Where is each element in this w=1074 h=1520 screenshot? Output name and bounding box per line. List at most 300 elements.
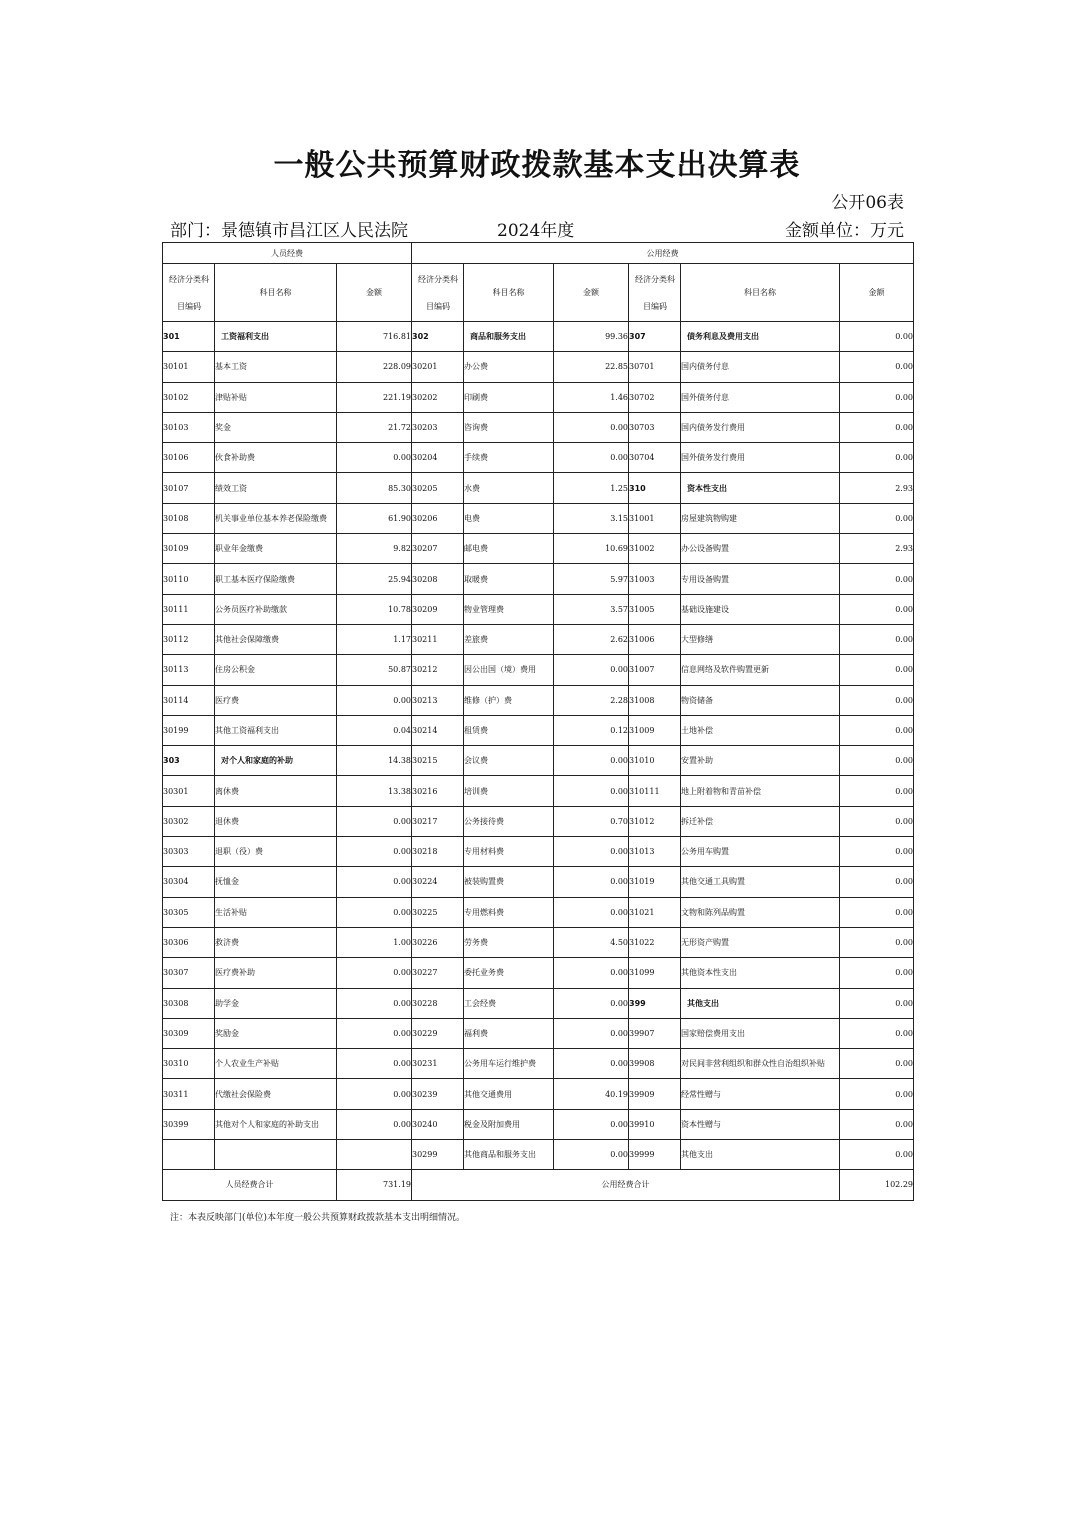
amount-cell: 0.00 (840, 837, 914, 867)
code-cell: 30114 (163, 685, 215, 715)
name-cell: 工会经费 (464, 988, 554, 1018)
table-row (163, 594, 914, 624)
amount-cell: 2.93 (840, 473, 914, 503)
code-cell: 30307 (163, 958, 215, 988)
code-cell: 30240 (412, 1109, 464, 1139)
name-cell: 工资福利支出 (215, 322, 337, 352)
name-cell: 机关事业单位基本养老保险缴费 (215, 503, 337, 533)
name-cell: 资本性支出 (681, 473, 840, 503)
name-cell: 维修（护）费 (464, 685, 554, 715)
amount-cell: 0.00 (840, 988, 914, 1018)
name-cell: 会议费 (464, 746, 554, 776)
amount-cell: 21.72 (337, 412, 412, 442)
amount-cell: 0.00 (337, 685, 412, 715)
amount-cell: 10.78 (337, 594, 412, 624)
name-cell: 经常性赠与 (681, 1079, 840, 1109)
code-cell: 30206 (412, 503, 464, 533)
code-cell: 30106 (163, 443, 215, 473)
amount-cell: 25.94 (337, 564, 412, 594)
name-cell: 国内债务付息 (681, 352, 840, 382)
name-cell: 福利费 (464, 1018, 554, 1048)
name-cell: 水费 (464, 473, 554, 503)
amount-cell: 85.30 (337, 473, 412, 503)
amount-cell: 10.69 (554, 534, 629, 564)
code-cell: 30310 (163, 1049, 215, 1079)
personnel-total-label: 人员经费合计 (163, 1170, 337, 1200)
name-cell: 取暖费 (464, 564, 554, 594)
amount-cell: 0.00 (337, 897, 412, 927)
table-row (163, 746, 914, 776)
code-cell: 30704 (629, 443, 681, 473)
code-cell: 31012 (629, 806, 681, 836)
amount-cell: 0.00 (337, 988, 412, 1018)
table-row (163, 1079, 914, 1109)
table-row (163, 1109, 914, 1139)
name-cell: 地上附着物和青苗补偿 (681, 776, 840, 806)
table-row (163, 382, 914, 412)
code-cell: 30101 (163, 352, 215, 382)
name-cell: 医疗费补助 (215, 958, 337, 988)
amount-cell: 0.00 (840, 776, 914, 806)
name-cell: 绩效工资 (215, 473, 337, 503)
table-row (163, 624, 914, 654)
code-cell: 30231 (412, 1049, 464, 1079)
table-row (163, 1140, 914, 1170)
amount-cell: 0.00 (840, 352, 914, 382)
amount-cell: 0.00 (554, 655, 629, 685)
table-row (163, 776, 914, 806)
code-cell: 30215 (412, 746, 464, 776)
code-cell: 30211 (412, 624, 464, 654)
amount-cell: 0.00 (554, 1109, 629, 1139)
amount-cell: 0.00 (554, 1049, 629, 1079)
code-cell: 30204 (412, 443, 464, 473)
name-cell: 公务用车购置 (681, 837, 840, 867)
name-cell: 个人农业生产补贴 (215, 1049, 337, 1079)
name-cell: 助学金 (215, 988, 337, 1018)
amount-cell: 0.00 (840, 655, 914, 685)
amount-cell: 22.85 (554, 352, 629, 382)
public-group-header: 公用经费 (412, 243, 914, 264)
name-cell: 债务利息及费用支出 (681, 322, 840, 352)
table-row (163, 927, 914, 957)
expenditure-table (162, 242, 914, 1201)
code-cell: 30103 (163, 412, 215, 442)
amount-cell: 1.25 (554, 473, 629, 503)
table-row (163, 685, 914, 715)
department-label: 部门：景德镇市昌江区人民法院 (170, 221, 408, 241)
name-cell: 其他资本性支出 (681, 958, 840, 988)
name-cell: 医疗费 (215, 685, 337, 715)
code-cell: 31009 (629, 715, 681, 745)
code-cell: 30306 (163, 927, 215, 957)
code-cell: 303 (163, 746, 215, 776)
code-header: 经济分类科 目编码 (412, 264, 464, 322)
name-cell: 国内债务发行费用 (681, 412, 840, 442)
table-row (163, 1018, 914, 1048)
name-cell: 邮电费 (464, 534, 554, 564)
table-row (163, 988, 914, 1018)
amount-cell: 0.00 (840, 1018, 914, 1048)
name-cell: 生活补贴 (215, 897, 337, 927)
amount-cell: 0.00 (337, 443, 412, 473)
amount-cell: 0.00 (840, 685, 914, 715)
amount-cell: 0.00 (840, 1109, 914, 1139)
amount-cell: 0.00 (840, 443, 914, 473)
name-cell: 文物和陈列品购置 (681, 897, 840, 927)
name-cell: 租赁费 (464, 715, 554, 745)
amount-cell: 0.00 (337, 837, 412, 867)
code-cell: 30111 (163, 594, 215, 624)
name-cell: 被装购置费 (464, 867, 554, 897)
code-cell: 302 (412, 322, 464, 352)
page-title: 一般公共预算财政拨款基本支出决算表 (273, 148, 801, 183)
code-cell: 301 (163, 322, 215, 352)
amount-cell: 0.00 (840, 958, 914, 988)
amount-cell: 0.00 (554, 746, 629, 776)
code-cell: 30226 (412, 927, 464, 957)
footnote: 注：本表反映部门(单位)本年度一般公共预算财政拨款基本支出明细情况。 (170, 1213, 466, 1223)
amount-cell: 0.00 (554, 412, 629, 442)
name-cell: 培训费 (464, 776, 554, 806)
name-cell: 国家赔偿费用支出 (681, 1018, 840, 1048)
name-cell: 专用燃料费 (464, 897, 554, 927)
personnel-group-header: 人员经费 (163, 243, 412, 264)
amount-cell: 0.00 (337, 806, 412, 836)
name-cell: 手续费 (464, 443, 554, 473)
amount-cell: 2.93 (840, 534, 914, 564)
code-header: 经济分类科 目编码 (629, 264, 681, 322)
amount-cell: 0.00 (337, 1079, 412, 1109)
code-cell: 39909 (629, 1079, 681, 1109)
code-cell: 30305 (163, 897, 215, 927)
amount-cell: 0.00 (554, 837, 629, 867)
code-cell: 30703 (629, 412, 681, 442)
code-cell: 31019 (629, 867, 681, 897)
code-cell: 30202 (412, 382, 464, 412)
code-cell: 30216 (412, 776, 464, 806)
table-row (163, 564, 914, 594)
code-cell: 30304 (163, 867, 215, 897)
amount-cell: 1.17 (337, 624, 412, 654)
amount-cell: 4.50 (554, 927, 629, 957)
code-cell: 31006 (629, 624, 681, 654)
amount-cell: 0.00 (840, 867, 914, 897)
name-cell: 无形资产购置 (681, 927, 840, 957)
amount-cell: 50.87 (337, 655, 412, 685)
amount-cell: 0.00 (554, 1018, 629, 1048)
code-cell: 30113 (163, 655, 215, 685)
table-row (163, 958, 914, 988)
code-cell: 39910 (629, 1109, 681, 1139)
code-cell: 31022 (629, 927, 681, 957)
code-cell: 30224 (412, 867, 464, 897)
code-cell: 30102 (163, 382, 215, 412)
code-cell: 31001 (629, 503, 681, 533)
amount-cell: 716.81 (337, 322, 412, 352)
code-cell: 31005 (629, 594, 681, 624)
amount-cell: 0.00 (840, 322, 914, 352)
name-cell: 印刷费 (464, 382, 554, 412)
code-cell: 31002 (629, 534, 681, 564)
amount-unit: 金额单位：万元 (785, 221, 904, 241)
code-cell: 30107 (163, 473, 215, 503)
name-cell: 其他交通费用 (464, 1079, 554, 1109)
code-cell: 39908 (629, 1049, 681, 1079)
name-cell: 电费 (464, 503, 554, 533)
amount-cell: 3.57 (554, 594, 629, 624)
fiscal-year: 2024年度 (497, 221, 575, 241)
name-cell: 拆迁补偿 (681, 806, 840, 836)
code-cell: 30208 (412, 564, 464, 594)
name-cell: 国外债务发行费用 (681, 443, 840, 473)
table-row (163, 473, 914, 503)
amount-cell: 61.90 (337, 503, 412, 533)
name-cell: 公务用车运行维护费 (464, 1049, 554, 1079)
name-cell: 专用材料费 (464, 837, 554, 867)
amount-cell: 3.15 (554, 503, 629, 533)
amount-cell: 0.00 (840, 624, 914, 654)
amount-cell: 0.00 (840, 715, 914, 745)
name-cell: 商品和服务支出 (464, 322, 554, 352)
amount-cell: 0.00 (337, 867, 412, 897)
code-cell: 30203 (412, 412, 464, 442)
amount-header: 金额 (554, 264, 629, 322)
amount-cell: 0.00 (840, 1049, 914, 1079)
table-row (163, 322, 914, 352)
name-cell: 委托业务费 (464, 958, 554, 988)
name-cell: 伙食补助费 (215, 443, 337, 473)
code-cell: 30199 (163, 715, 215, 745)
amount-cell: 0.00 (840, 1079, 914, 1109)
amount-cell: 14.38 (337, 746, 412, 776)
amount-cell: 40.19 (554, 1079, 629, 1109)
code-cell: 30227 (412, 958, 464, 988)
table-row (163, 867, 914, 897)
amount-cell: 2.62 (554, 624, 629, 654)
amount-cell: 0.00 (840, 746, 914, 776)
name-cell: 对个人和家庭的补助 (215, 746, 337, 776)
amount-cell: 1.00 (337, 927, 412, 957)
name-header: 科目名称 (681, 264, 840, 322)
name-cell: 物资储备 (681, 685, 840, 715)
code-cell: 30225 (412, 897, 464, 927)
table-row (163, 897, 914, 927)
amount-cell: 9.82 (337, 534, 412, 564)
amount-cell: 0.00 (554, 897, 629, 927)
amount-cell: 0.04 (337, 715, 412, 745)
code-cell: 31008 (629, 685, 681, 715)
name-cell: 奖金 (215, 412, 337, 442)
code-cell: 30218 (412, 837, 464, 867)
name-cell: 对民间非营利组织和群众性自治组织补贴 (681, 1049, 840, 1079)
name-cell: 其他支出 (681, 988, 840, 1018)
name-cell: 物业管理费 (464, 594, 554, 624)
name-cell: 差旅费 (464, 624, 554, 654)
personnel-total-value: 731.19 (337, 1170, 412, 1200)
name-header: 科目名称 (464, 264, 554, 322)
code-cell: 31010 (629, 746, 681, 776)
amount-cell: 0.00 (337, 1049, 412, 1079)
name-cell: 代缴社会保险费 (215, 1079, 337, 1109)
amount-cell: 0.00 (337, 1018, 412, 1048)
amount-cell: 0.00 (840, 1140, 914, 1170)
code-cell: 31003 (629, 564, 681, 594)
name-cell: 专用设备购置 (681, 564, 840, 594)
name-cell: 其他工资福利支出 (215, 715, 337, 745)
code-cell: 30112 (163, 624, 215, 654)
code-cell: 310 (629, 473, 681, 503)
public-total-value: 102.29 (840, 1170, 914, 1200)
code-cell: 30207 (412, 534, 464, 564)
amount-cell: 0.00 (337, 1109, 412, 1139)
name-cell: 公务接待费 (464, 806, 554, 836)
amount-cell: 0.00 (554, 1140, 629, 1170)
code-cell: 30702 (629, 382, 681, 412)
code-cell: 30110 (163, 564, 215, 594)
table-row (163, 837, 914, 867)
amount-cell: 1.46 (554, 382, 629, 412)
name-cell: 津贴补贴 (215, 382, 337, 412)
code-cell: 30303 (163, 837, 215, 867)
table-row (163, 503, 914, 533)
form-number: 公开06表 (831, 193, 904, 213)
amount-cell: 13.38 (337, 776, 412, 806)
name-cell: 安置补助 (681, 746, 840, 776)
code-header: 经济分类科 目编码 (163, 264, 215, 322)
code-cell (163, 1140, 215, 1170)
table-row (163, 715, 914, 745)
code-cell: 30302 (163, 806, 215, 836)
table-row (163, 352, 914, 382)
amount-cell (337, 1140, 412, 1170)
code-cell: 30213 (412, 685, 464, 715)
amount-cell: 0.00 (840, 503, 914, 533)
name-cell: 其他交通工具购置 (681, 867, 840, 897)
report-meta (170, 216, 904, 240)
code-cell: 39999 (629, 1140, 681, 1170)
code-cell: 30701 (629, 352, 681, 382)
code-cell: 39907 (629, 1018, 681, 1048)
amount-cell: 0.00 (840, 382, 914, 412)
name-cell: 住房公积金 (215, 655, 337, 685)
amount-cell: 0.00 (554, 776, 629, 806)
name-cell: 基础设施建设 (681, 594, 840, 624)
amount-cell: 0.12 (554, 715, 629, 745)
name-cell: 国外债务付息 (681, 382, 840, 412)
code-cell: 30309 (163, 1018, 215, 1048)
name-cell: 其他商品和服务支出 (464, 1140, 554, 1170)
name-cell: 其他支出 (681, 1140, 840, 1170)
name-cell: 劳务费 (464, 927, 554, 957)
code-cell: 30308 (163, 988, 215, 1018)
name-cell: 离休费 (215, 776, 337, 806)
code-cell: 30228 (412, 988, 464, 1018)
code-cell: 30109 (163, 534, 215, 564)
name-cell: 退休费 (215, 806, 337, 836)
amount-cell: 221.19 (337, 382, 412, 412)
code-cell: 30209 (412, 594, 464, 624)
amount-cell: 0.00 (840, 412, 914, 442)
name-cell: 公务员医疗补助缴款 (215, 594, 337, 624)
code-cell: 399 (629, 988, 681, 1018)
code-cell: 30229 (412, 1018, 464, 1048)
code-cell: 310111 (629, 776, 681, 806)
name-cell: 房屋建筑物购建 (681, 503, 840, 533)
code-cell: 30212 (412, 655, 464, 685)
code-cell: 30239 (412, 1079, 464, 1109)
name-cell: 咨询费 (464, 412, 554, 442)
code-cell: 30201 (412, 352, 464, 382)
amount-cell: 0.00 (554, 958, 629, 988)
name-cell: 信息网络及软件购置更新 (681, 655, 840, 685)
amount-cell: 0.00 (554, 443, 629, 473)
amount-cell: 99.36 (554, 322, 629, 352)
name-cell: 办公设备购置 (681, 534, 840, 564)
code-cell: 31007 (629, 655, 681, 685)
name-cell: 基本工资 (215, 352, 337, 382)
amount-cell: 228.09 (337, 352, 412, 382)
code-cell: 30311 (163, 1079, 215, 1109)
amount-cell: 0.00 (337, 958, 412, 988)
code-cell: 30205 (412, 473, 464, 503)
code-cell: 30214 (412, 715, 464, 745)
table-row (163, 534, 914, 564)
table-row (163, 806, 914, 836)
table-row (163, 1049, 914, 1079)
amount-cell: 0.00 (840, 897, 914, 927)
code-cell: 31013 (629, 837, 681, 867)
amount-cell: 5.97 (554, 564, 629, 594)
amount-cell: 0.00 (840, 564, 914, 594)
name-cell (215, 1140, 337, 1170)
name-cell: 其他对个人和家庭的补助支出 (215, 1109, 337, 1139)
code-cell: 307 (629, 322, 681, 352)
amount-cell: 0.00 (554, 988, 629, 1018)
code-cell: 30299 (412, 1140, 464, 1170)
name-cell: 职工基本医疗保险缴费 (215, 564, 337, 594)
name-cell: 职业年金缴费 (215, 534, 337, 564)
code-cell: 31021 (629, 897, 681, 927)
code-cell: 30217 (412, 806, 464, 836)
amount-cell: 0.00 (554, 867, 629, 897)
amount-header: 金额 (840, 264, 914, 322)
name-cell: 抚恤金 (215, 867, 337, 897)
name-cell: 退职（役）费 (215, 837, 337, 867)
amount-cell: 0.00 (840, 927, 914, 957)
code-cell: 31099 (629, 958, 681, 988)
amount-cell: 0.00 (840, 594, 914, 624)
name-cell: 税金及附加费用 (464, 1109, 554, 1139)
amount-cell: 2.28 (554, 685, 629, 715)
code-cell: 30399 (163, 1109, 215, 1139)
table-row (163, 655, 914, 685)
name-cell: 奖励金 (215, 1018, 337, 1048)
amount-cell: 0.70 (554, 806, 629, 836)
amount-header: 金额 (337, 264, 412, 322)
name-cell: 办公费 (464, 352, 554, 382)
code-cell: 30108 (163, 503, 215, 533)
name-cell: 救济费 (215, 927, 337, 957)
name-cell: 资本性赠与 (681, 1109, 840, 1139)
name-header: 科目名称 (215, 264, 337, 322)
table-row (163, 443, 914, 473)
amount-cell: 0.00 (840, 806, 914, 836)
name-cell: 因公出国（境）费用 (464, 655, 554, 685)
name-cell: 土地补偿 (681, 715, 840, 745)
public-total-label: 公用经费合计 (412, 1170, 840, 1200)
table-row (163, 412, 914, 442)
